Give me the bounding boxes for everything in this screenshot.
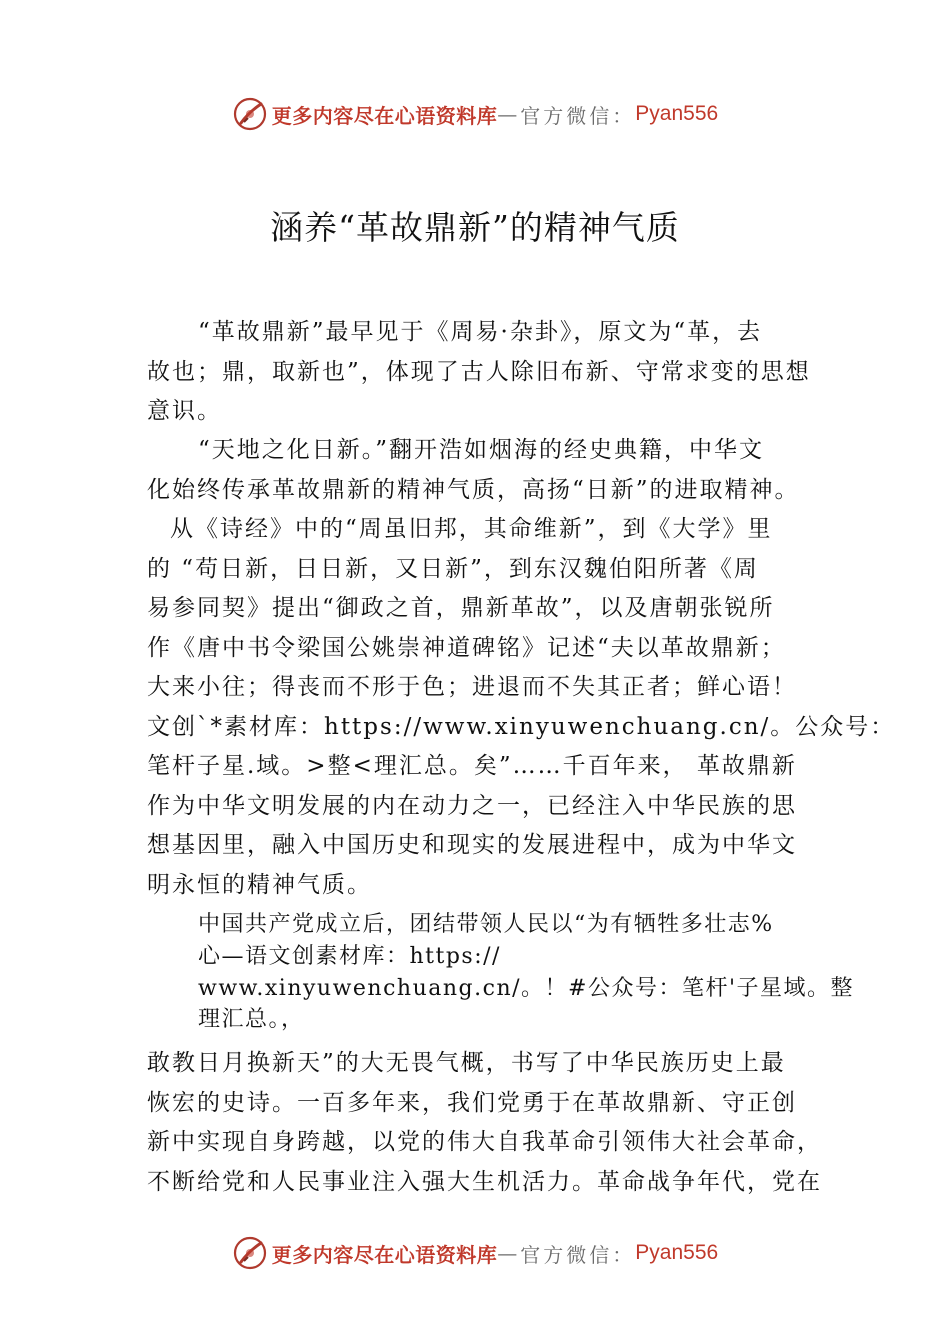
body-line: 文创`*素材库：https://www.xinyuwenchuang.cn/。公众号：	[147, 714, 896, 740]
body-line: 新中实现自身跨越，以党的伟大自我革命引领伟大社会革命，	[147, 1129, 822, 1155]
inserted-line: 理汇总。，	[198, 1007, 305, 1032]
inserted-line: www.xinyuwenchuang.cn/。！#公众号：笔杆'子星域。整	[198, 976, 855, 1001]
pen-circle-logo-icon	[232, 1235, 268, 1271]
body-line: 故也；鼎，取新也”，体现了古人除旧布新、守常求变的思想	[147, 359, 811, 385]
footer-banner	[0, 1233, 950, 1273]
body-line: “革故鼎新”最早见于《周易·杂卦》，原文为“革，去	[198, 319, 763, 345]
body-line: 想基因里，融入中国历史和现实的发展进程中，成为中华文	[147, 832, 797, 858]
document-title: 涵养“革故鼎新”的精神气质	[270, 208, 680, 247]
body-line: 恢宏的史诗。一百多年来，我们党勇于在革故鼎新、守正创	[147, 1090, 797, 1116]
body-line: 不断给党和人民事业注入强大生机活力。革命战争年代，党在	[147, 1169, 822, 1195]
body-line: 笔杆子星.域。>整<理汇总。矣”……千百年来， 革故鼎新	[147, 753, 797, 779]
body-line: 大来小往；得丧而不形于色；进退而不失其正者；鲜心语！	[147, 674, 797, 700]
banner-dash: —	[497, 102, 521, 126]
banner-site-name: 更多内容尽在心语资料库	[271, 1242, 498, 1267]
body-line: 易参同契》提出“御政之首，鼎新革故”，以及唐朝张锐所	[147, 595, 775, 621]
inserted-line: 中国共产党成立后，团结带领人民以“为有牺牲多壮志%	[198, 912, 774, 937]
banner-wechat-id: Pyan556	[635, 102, 719, 125]
banner-dash: —	[497, 1241, 521, 1265]
body-line: 从《诗经》中的“周虽旧邦，其命维新”，到《大学》里	[170, 516, 773, 542]
banner-official: 官方微信：	[520, 103, 636, 128]
body-line: 的 “苟日新，日日新，又日新”，到东汉魏伯阳所著《周	[147, 556, 759, 582]
banner-wechat-id: Pyan556	[635, 1241, 719, 1264]
body-line: 敢教日月换新天”的大无畏气概，书写了中华民族历史上最	[147, 1050, 786, 1076]
body-line: 作《唐中书令梁国公姚崇神道碑铭》记述“夫以革故鼎新；	[147, 635, 786, 661]
body-line: 作为中华文明发展的内在动力之一，已经注入中华民族的思	[147, 793, 797, 819]
pen-circle-logo-icon	[232, 96, 268, 132]
banner-official: 官方微信：	[520, 1242, 636, 1267]
body-line: 化始终传承革故鼎新的精神气质，高扬“日新”的进取精神。	[147, 477, 800, 503]
body-line: “天地之化日新。”翻开浩如烟海的经史典籍，中华文	[198, 437, 765, 463]
body-line: 意识。	[147, 398, 222, 424]
banner-site-name: 更多内容尽在心语资料库	[271, 103, 498, 128]
header-banner	[0, 94, 950, 134]
inserted-line: 心—语文创素材库：https://	[198, 944, 501, 969]
body-line: 明永恒的精神气质。	[147, 872, 372, 898]
